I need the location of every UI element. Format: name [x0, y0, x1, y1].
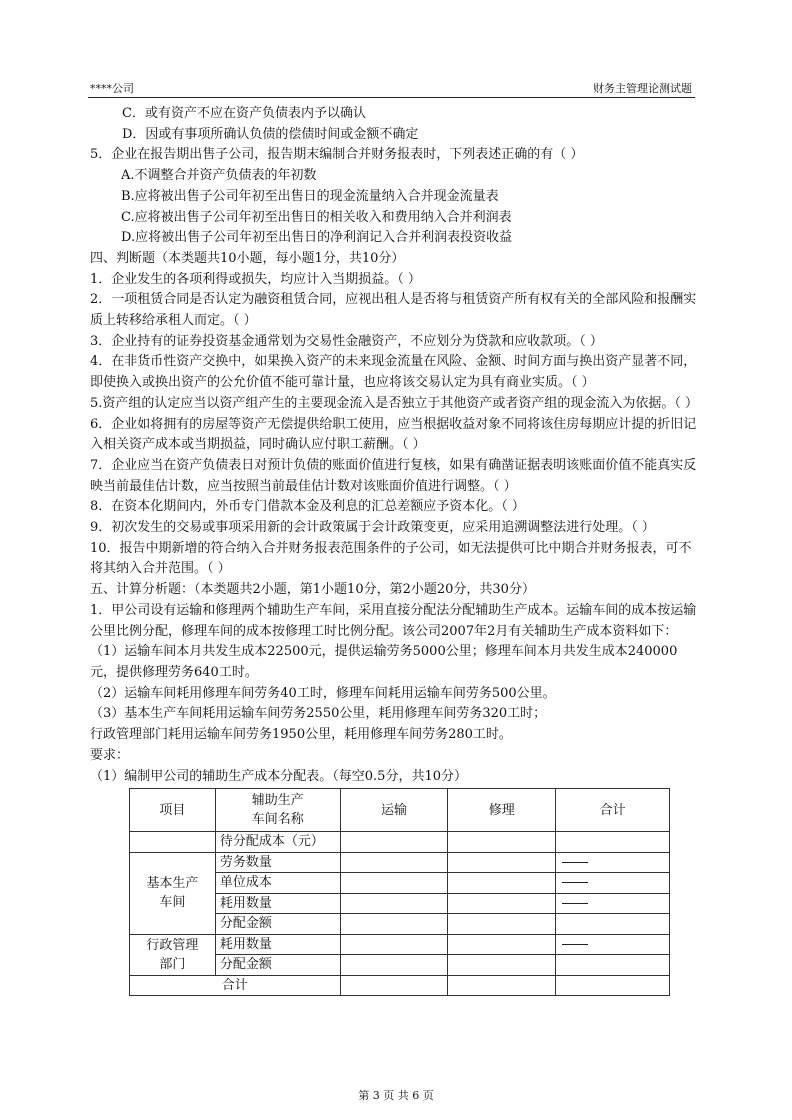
judge-2: 2．一项租赁合同是否认定为融资租赁合同，应视出租人是否将与租赁资产所有权有关的全部风险和报酬实质上转移给承租人而定。（ ） [90, 292, 697, 329]
input-cell[interactable] [448, 852, 556, 873]
section-5-heading: 五、计算分析题：（本类题共2小题，第1小题10分，第2小题20分，共30分） [90, 582, 535, 598]
input-cell[interactable] [340, 975, 448, 996]
page-footer: 第 3 页 共 6 页 [358, 1089, 434, 1102]
input-cell[interactable] [448, 914, 556, 935]
header-total: 合计 [556, 789, 670, 832]
input-cell[interactable] [340, 832, 448, 853]
option-5b: B.应将被出售子公司年初至出售日的现金流量纳入合并现金流量表 [121, 188, 499, 204]
input-cell[interactable] [448, 832, 556, 853]
header-title: 财务主管理论测试题 [593, 82, 692, 95]
calc-1-item-3: （3）基本生产车间耗用运输车间劳务2550公里，耗用修理车间劳务320工时； [90, 706, 547, 722]
input-cell[interactable] [556, 975, 670, 996]
input-cell[interactable] [556, 832, 670, 853]
judge-1: 1．企业发生的各项利得或损失，均应计入当期损益。（ ） [90, 271, 421, 287]
row-label-used-qty: 耗用数量 [215, 893, 340, 914]
input-cell[interactable] [448, 893, 556, 914]
option-c: C．或有资产不应在资产负债表内予以确认 [122, 106, 366, 121]
dash-cell [556, 873, 670, 894]
row-label-admin-alloc: 分配金额 [215, 955, 340, 976]
group-basic-production: 基本生产 车间 [130, 852, 216, 934]
input-cell[interactable] [448, 955, 556, 976]
input-cell[interactable] [448, 873, 556, 894]
header-divider [88, 97, 695, 98]
allocation-table [129, 788, 670, 996]
table-row [130, 975, 670, 996]
dash-cell [556, 893, 670, 914]
row-label-sum: 合计 [130, 975, 341, 996]
dash-cell [556, 934, 670, 955]
page-content [90, 104, 702, 996]
judge-8: 8．在资本化期间内，外币专门借款本金及利息的汇总差额应予资本化。（ ） [90, 499, 525, 515]
option-5a: A.不调整合并资产负债表的年初数 [121, 168, 317, 184]
input-cell[interactable] [448, 934, 556, 955]
dash-mark [562, 882, 588, 883]
input-cell[interactable] [340, 852, 448, 873]
question-5: 5．企业在报告期出售子公司，报告期末编制合并财务报表时，下列表述正确的有（ ） [90, 147, 584, 163]
dash-mark [562, 903, 588, 904]
dash-mark [562, 862, 588, 863]
input-cell[interactable] [340, 893, 448, 914]
table-row [130, 852, 670, 873]
table-header-row [130, 789, 670, 832]
input-cell[interactable] [340, 873, 448, 894]
header-repair: 修理 [448, 789, 556, 832]
row-label-pending-cost: 待分配成本（元） [215, 832, 340, 853]
input-cell[interactable] [340, 914, 448, 935]
row-label-unit-cost: 单位成本 [215, 873, 340, 894]
judge-9: 9．初次发生的交易或事项采用新的会计政策属于会计政策变更，应采用追溯调整法进行处理。（ ） [90, 520, 655, 536]
group-admin: 行政管理 部门 [130, 934, 216, 975]
dash-cell [556, 852, 670, 873]
option-d: D．因或有事项所确认负债的偿债时间或金额不确定 [122, 126, 419, 142]
header-aux-workshop: 辅助生产 车间名称 [215, 789, 340, 832]
input-cell[interactable] [556, 955, 670, 976]
header-company: ****公司 [90, 82, 134, 95]
row-label-service-qty: 劳务数量 [215, 852, 340, 873]
judge-10: 10．报告中期新增的符合纳入合并财务报表范围条件的子公司，如无法提供可比中期合并财务报表，可不将其纳入合并范围。（ ） [90, 540, 692, 577]
dash-mark [562, 944, 588, 945]
judge-3: 3．企业持有的证券投资基金通常划为交易性金融资产，不应划分为贷款和应收款项。（ ） [90, 333, 603, 349]
header-transport: 运输 [340, 789, 448, 832]
calc-1-intro: 1．甲公司设有运输和修理两个辅助生产车间，采用直接分配法分配辅助生产成本。运输车间的成本按运输公里比例分配，修理车间的成本按修理工时比例分配。该公司2007年2月有关辅助生产成本资料如下： [90, 602, 697, 639]
section-4-heading: 四、判断题（本类题共10小题，每小题1分，共10分） [90, 250, 405, 266]
table-row [130, 832, 670, 853]
requirement-1: （1）编制甲公司的辅助生产成本分配表。（每空0.5分，共10分） [90, 768, 467, 784]
requirement-label: 要求： [90, 747, 130, 763]
row-label-admin-used-qty: 耗用数量 [215, 934, 340, 955]
judge-5: 5.资产组的认定应当以资产组产生的主要现金流入是否独立于其他资产或者资产组的现金流入为依据。（ ） [90, 395, 699, 411]
input-cell[interactable] [340, 955, 448, 976]
calc-1-item-3b: 行政管理部门耗用运输车间劳务1950公里，耗用修理车间劳务280工时。 [90, 727, 512, 743]
judge-4: 4．在非货币性资产交换中，如果换入资产的未来现金流量在风险、金额、时间方面与换出资产显著不同，即使换入或换出资产的公允价值不能可靠计量，也应将该交易认定为具有商业实质。（ ） [90, 354, 697, 391]
judge-6: 6．企业如将拥有的房屋等资产无偿提供给职工使用，应当根据收益对象不同将该住房每期应计提的折旧记入相关资产成本或当期损益，同时确认应付职工薪酬。（ ） [90, 416, 697, 453]
judge-7: 7．企业应当在资产负债表日对预计负债的账面价值进行复核，如果有确凿证据表明该账面价值不能真实反映当前最佳估计数，应当按照当前最佳估计数对该账面价值进行调整。（ ） [90, 457, 697, 494]
option-5d: D.应将被出售子公司年初至出售日的净利润记入合并利润表投资收益 [121, 230, 513, 246]
input-cell[interactable] [340, 934, 448, 955]
calc-1-item-2: （2）运输车间耗用修理车间劳务40工时，修理车间耗用运输车间劳务500公里。 [90, 685, 556, 701]
input-cell[interactable] [448, 975, 556, 996]
row-label-alloc-amount: 分配金额 [215, 914, 340, 935]
table-row [130, 934, 670, 955]
calc-1-item-1: （1）运输车间本月共发生成本22500元，提供运输劳务5000公里；修理车间本月共发生成本240000元，提供修理劳务640工时。 [90, 644, 678, 680]
input-cell[interactable] [556, 914, 670, 935]
header-item: 项目 [130, 789, 216, 832]
option-5c: C.应将被出售子公司年初至出售日的相关收入和费用纳入合并利润表 [121, 209, 512, 225]
